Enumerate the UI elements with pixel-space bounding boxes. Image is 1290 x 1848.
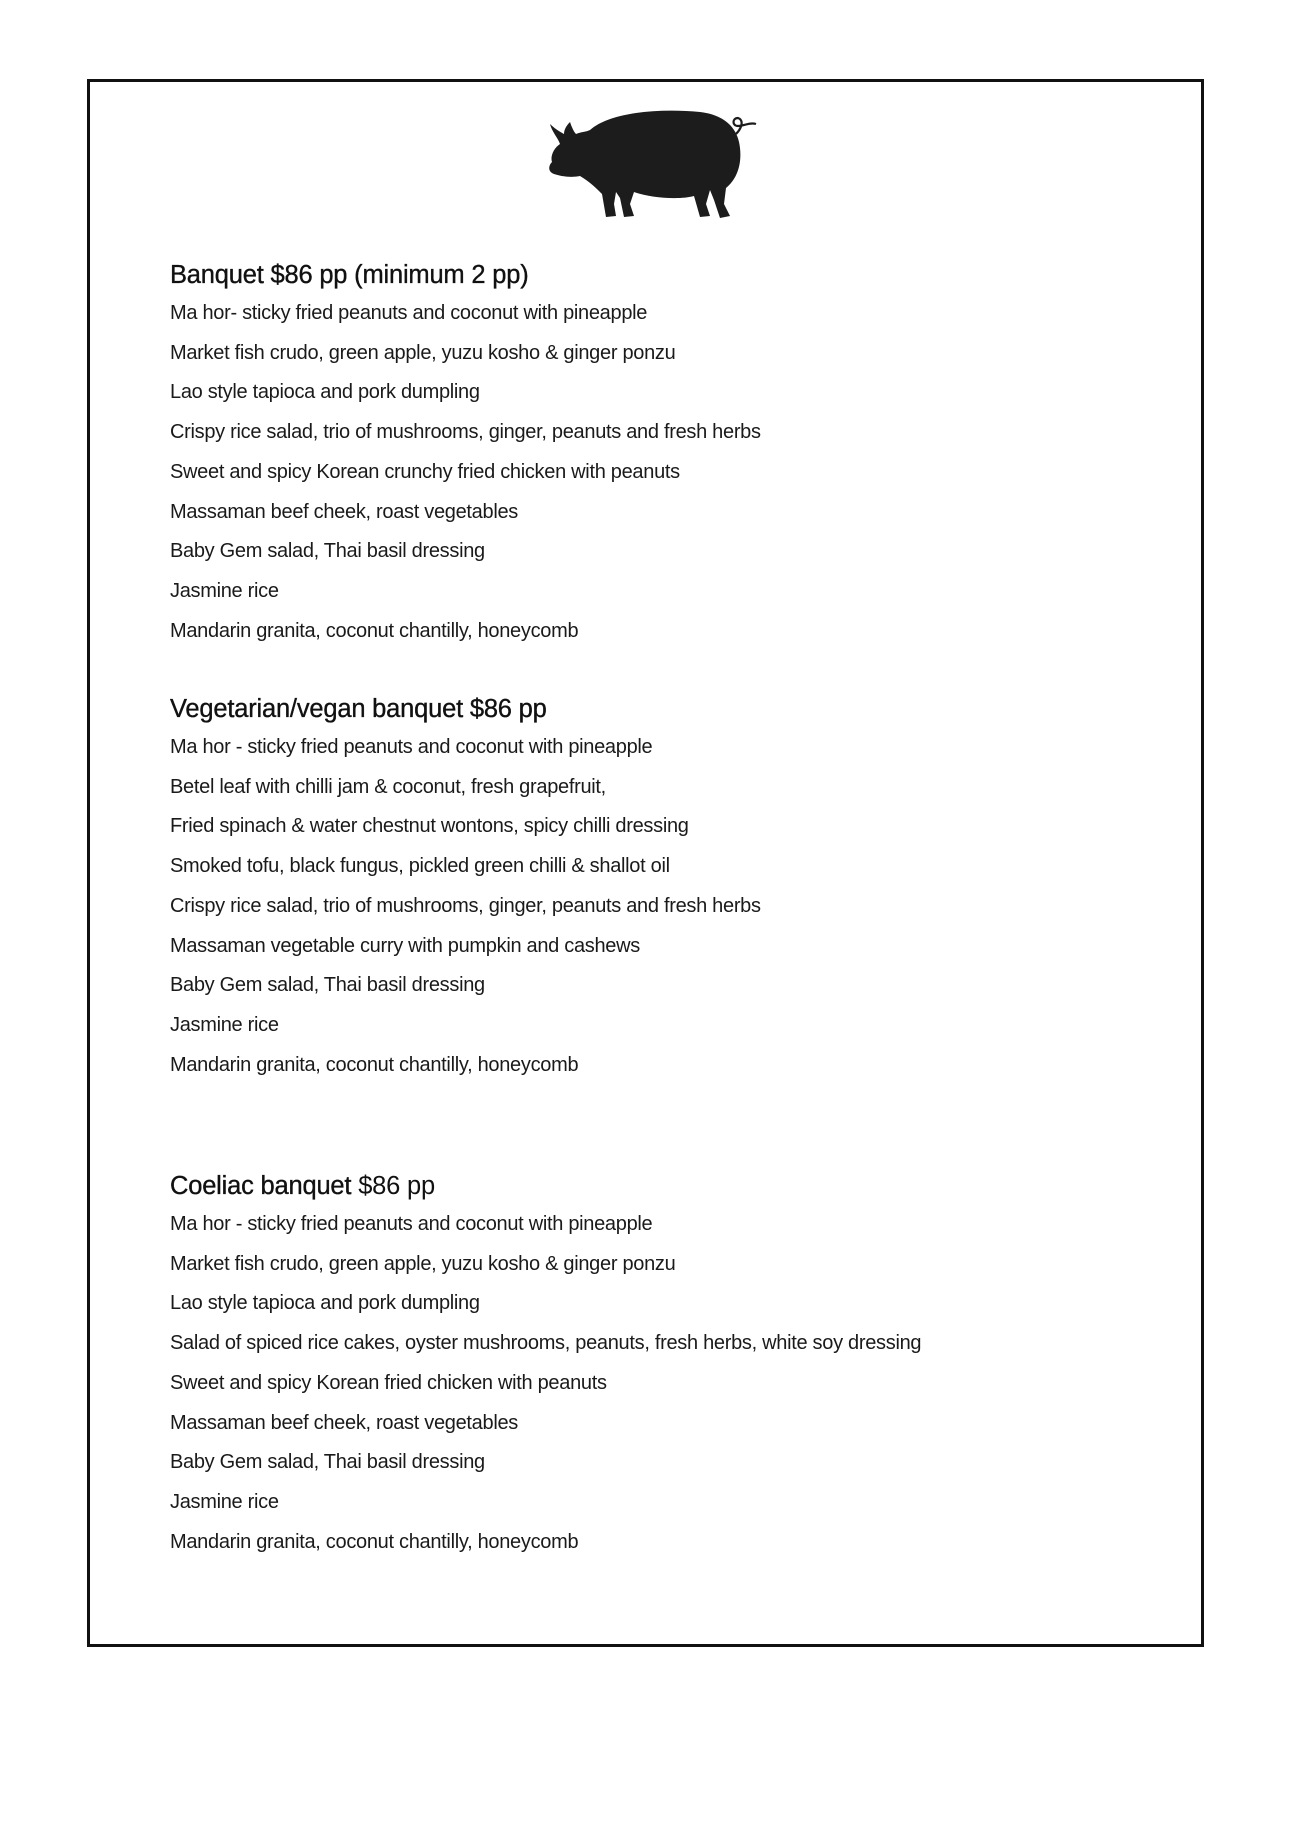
menu-item: Salad of spiced rice cakes, oyster mushrooms, peanuts, fresh herbs, white soy dressing: [170, 1332, 922, 1355]
banquet-section: [170, 256, 761, 651]
menu-item: Sweet and spicy Korean fried chicken with peanuts: [170, 1371, 607, 1394]
menu-item: Mandarin granita, coconut chantilly, honeycomb: [170, 619, 579, 642]
section-title: [170, 256, 761, 294]
section-title-price: $86 pp: [351, 1172, 435, 1200]
menu-item: Ma hor- sticky fried peanuts and coconut with pineapple: [170, 302, 648, 324]
menu-item: Baby Gem salad, Thai basil dressing: [170, 1451, 485, 1474]
menu-item: Crispy rice salad, trio of mushrooms, ginger, peanuts and fresh herbs: [170, 894, 761, 917]
menu-item: Baby Gem salad, Thai basil dressing: [170, 974, 485, 997]
menu-item: Baby Gem salad, Thai basil dressing: [170, 540, 485, 563]
menu-item-list: [170, 1205, 921, 1562]
menu-item-list: [170, 728, 761, 1085]
menu-item: Market fish crudo, green apple, yuzu kosho & ginger ponzu: [170, 1252, 676, 1275]
section-title: [170, 690, 761, 728]
menu-item: Jasmine rice: [170, 1013, 279, 1036]
menu-item: Ma hor - sticky fried peanuts and coconut with pineapple: [170, 736, 653, 758]
menu-item: Mandarin granita, coconut chantilly, honeycomb: [170, 1053, 579, 1076]
menu-item: Ma hor - sticky fried peanuts and coconut with pineapple: [170, 1213, 653, 1235]
section-title-main: Vegetarian/vegan banquet $86 pp: [170, 695, 547, 723]
section-title: [170, 1167, 921, 1205]
menu-item: Crispy rice salad, trio of mushrooms, ginger, peanuts and fresh herbs: [170, 421, 761, 444]
menu-item: Lao style tapioca and pork dumpling: [170, 381, 480, 404]
menu-item: Massaman vegetable curry with pumpkin and cashews: [170, 934, 640, 957]
section-title-main: Banquet $86 pp (minimum 2 pp): [170, 261, 529, 289]
menu-item: Jasmine rice: [170, 579, 279, 602]
pig-silhouette-icon: [530, 100, 758, 222]
menu-item: Jasmine rice: [170, 1490, 279, 1513]
menu-item: Lao style tapioca and pork dumpling: [170, 1292, 480, 1315]
vegetarian-banquet-section: [170, 690, 761, 1085]
menu-item: Fried spinach & water chestnut wontons, spicy chilli dressing: [170, 815, 689, 838]
menu-item: Market fish crudo, green apple, yuzu kosho & ginger ponzu: [170, 341, 676, 364]
menu-item: Massaman beef cheek, roast vegetables: [170, 1411, 518, 1434]
menu-item: Betel leaf with chilli jam & coconut, fresh grapefruit,: [170, 775, 606, 798]
menu-item: Smoked tofu, black fungus, pickled green chilli & shallot oil: [170, 855, 670, 878]
coeliac-banquet-section: [170, 1167, 921, 1562]
menu-item-list: [170, 294, 761, 651]
menu-item: Sweet and spicy Korean crunchy fried chicken with peanuts: [170, 460, 680, 483]
menu-item: Mandarin granita, coconut chantilly, honeycomb: [170, 1530, 579, 1553]
menu-item: Massaman beef cheek, roast vegetables: [170, 500, 518, 523]
section-title-main: Coeliac banquet: [170, 1172, 352, 1200]
